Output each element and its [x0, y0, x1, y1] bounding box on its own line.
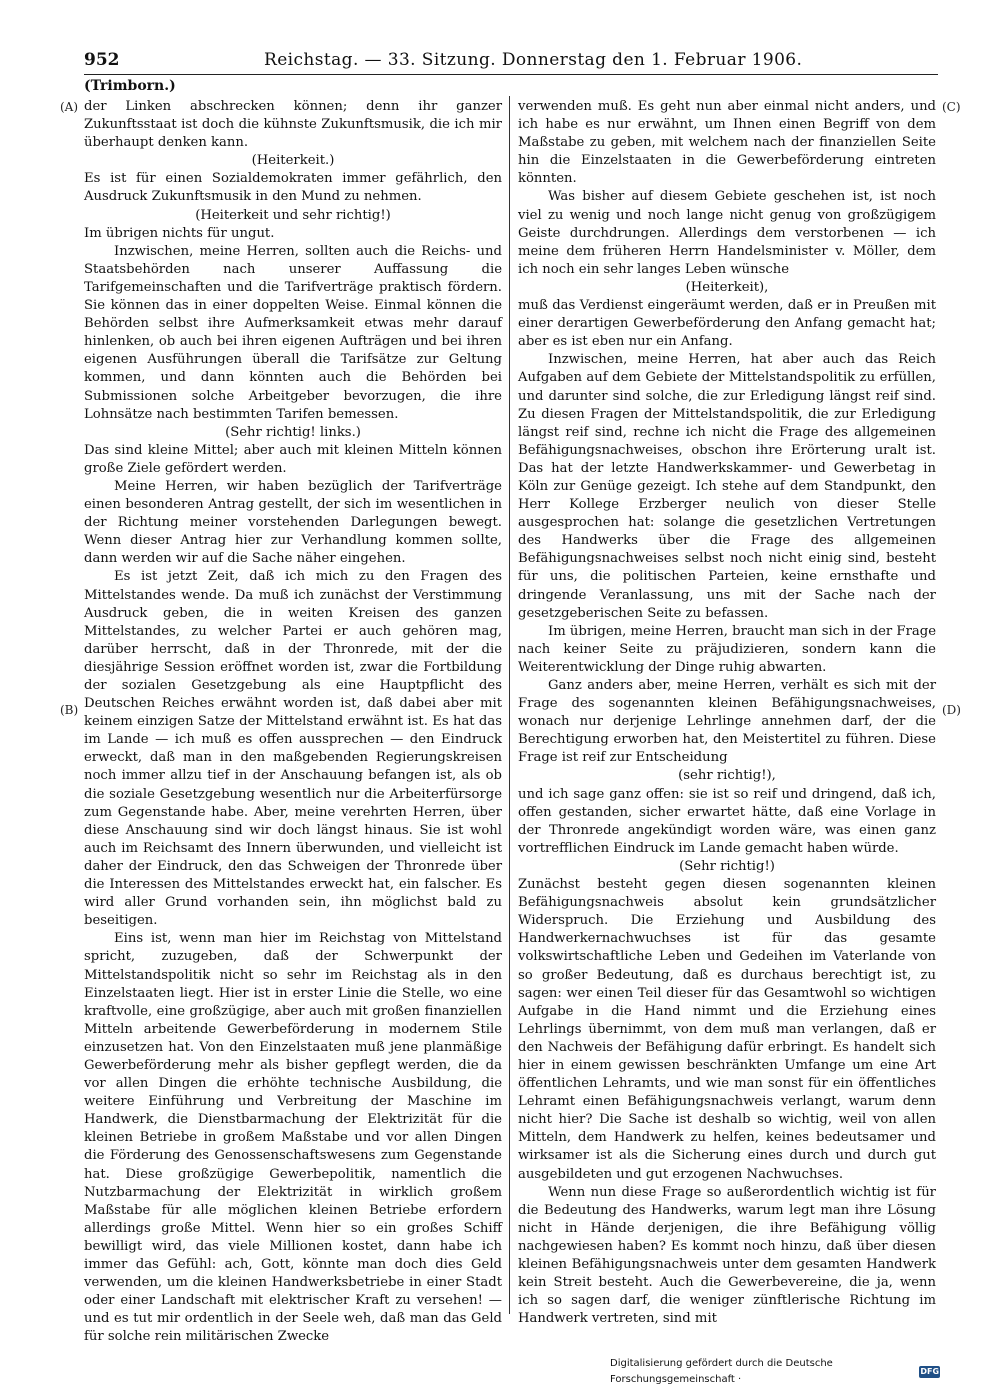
paragraph: Im übrigen, meine Herren, braucht man sich in der Frage nach keiner Seite zu präjudizieren, sondern kann die Weiterentwicklung der Dinge ruhig abwarten. — [518, 623, 936, 675]
footer-note — [610, 1358, 940, 1385]
interjection: (Heiterkeit.) — [251, 153, 335, 169]
dfg-logo: DFG — [920, 1367, 940, 1376]
paragraph: verwenden muß. Es geht nun aber einmal nicht anders, und ich habe es nur erwähnt, um Ihnen einen Begriff von dem Maßstabe zu geben, mit welchem nach der finanziellen Seite hin die Einzelstaaten in die Gewerbeförderung eintreten könnten. — [518, 99, 936, 187]
right-column — [518, 98, 936, 1328]
column-divider — [509, 96, 510, 1314]
footer-text: Digitalisierung gefördert durch die Deutsche Forschungsgemeinschaft · — [610, 1358, 833, 1385]
paragraph: Was bisher auf diesem Gebiete geschehen ist, ist noch viel zu wenig und noch lange nicht genug von großzügigem Geiste durchdrungen. Allerdings dem verstorbenen — ich meine dem früheren Herrn Handelsminister v. Möller, dem ich noch ein sehr langes Leben wünsche — [518, 189, 936, 277]
speaker-tag: (Trimborn.) — [84, 78, 176, 94]
interjection: (Heiterkeit und sehr richtig!) — [195, 207, 391, 223]
running-title: Reichstag. — 33. Sitzung. Donnerstag den 1. Februar 1906. — [264, 50, 803, 70]
interjection: (Sehr richtig!) — [679, 858, 775, 874]
left-column — [84, 98, 502, 1346]
paragraph: Eins ist, wenn man hier im Reichstag von Mittelstand spricht, zuzugeben, daß der Schwerpunkt der Mittelstandspolitik nicht so sehr im Reichstag als in den Einzelstaaten liegt. Hier ist in erster Linie die Stelle, wo eine kraftvolle, eine großzügige, aber auch mit großen finanziellen Mitteln arbeitende Gewerbeförderung in modernem Stile einzusetzen hat. Von den Einzelstaaten muß jene planmäßige Gewerbeförderung mehr als bisher gepflegt werden, die da vor allen Dingen die erhöhte technische Ausbildung, die weitere Einführung und Verbreitung der Maschine im Handwerk, die Dienstbarmachung der Elektrizität für die kleinen Betriebe in großem Maßstabe und vor allen Dingen die Förderung des Genossenschaftswesens zum Gegenstande hat. Diese großzügige Gewerbepolitik, namentlich die Nutzbarmachung der Elektrizität in wirklich großem Maßstabe für alle möglichen kleinen Betriebe erfordern allerdings große Mittel. Wenn hier so ein großes Schiff bewilligt wird, das viele Millionen kostet, dann habe ich immer das Gefühl: ach, Gott, könnte man doch dies Geld verwenden, um die kleinen Handwerksbetriebe in einer Stadt oder einer Landschaft mit elektrischer Kraft zu versehen! — und es tut mir ordentlich in der Seele weh, daß man das Geld für solche rein militärischen Zwecke — [84, 931, 502, 1345]
paragraph: Inzwischen, meine Herren, sollten auch die Reichs- und Staatsbehörden nach unserer Auffassung die Tarifgemeinschaften und die Tarifverträge praktisch fördern. Sie können das in einer doppelten Weise. Einmal können die Behörden selbst ihre Aufmerksamkeit etwas mehr darauf hinlenken, ob auch bei ihren eigenen Aufträgen und bei ihren eigenen Ausführungen überall die Tarifsätze zur Geltung kommen, und dann könnten auch die Behörden bei Submissionen solche Arbeitgeber bevorzugen, die ihre Lohnsätze nach bestimmten Tarifen bemessen. — [84, 243, 502, 422]
paragraph: der Linken abschrecken können; denn ihr ganzer Zukunftsstaat ist doch die kühnste Zukunftsmusik, die ich mir überhaupt denken kann. — [84, 99, 502, 151]
paragraph: Meine Herren, wir haben bezüglich der Tarifverträge einen besonderen Antrag gestellt, der sich im wesentlichen in der Richtung meiner vorstehenden Darlegungen bewegt. Wenn dieser Antrag hier zur Verhandlung kommen sollte, dann werden wir auf die Sache näher eingehen. — [84, 478, 502, 567]
interjection: (Sehr richtig! links.) — [225, 424, 361, 440]
paragraph: Zunächst besteht gegen diesen sogenannten kleinen Befähigungsnachweis absolut kein grundsätzlicher Widerspruch. Die Erziehung und Ausbildung des Handwerkernachwuchses ist für das gesamte volkswirtschaftliche Leben und Gedeihen im Vaterlande von so großer Bedeutung, daß es durchaus berechtigt ist, zu sagen: wer einen Teil dieser für das Gesamtwohl so wichtigen Aufgabe in die Hand nimmt und die Erziehung eines Lehrlings übernimmt, von dem muß man verlangen, daß er den Nachweis der Befähigung dafür erbringt. Es handelt sich hier in einem gewissen beschränkten Umfange um eine Art öffentlichen Lehramts, und wie man sonst für ein öffentliches Lehramt einen Befähigungsnachweis verlangt, warum denn nicht hier? Die Sache ist deshalb so wichtig, weil von allen Mitteln, dem Handwerk zu helfen, keines bedeutsamer und wirksamer ist als die Sicherung eines durch und durch gut ausgebildeten und gut erzogenen Nachwuchses. — [518, 877, 936, 1182]
page-header — [84, 46, 938, 75]
paragraph: Es ist jetzt Zeit, daß ich mich zu den Fragen des Mittelstandes wende. Da muß ich zunächst der Verstimmung Ausdruck geben, die in weiten Kreisen des ganzen Mittelstandes, zu welcher Partei er auch gehören mag, darüber herrscht, daß in der Thronrede, mit der die diesjährige Session eröffnet worden ist, zwar die Fortbildung der sozialen Gesetzgebung als eine Hauptpflicht des Deutschen Reiches erwähnt worden ist, daß dabei aber mit keinem einzigen Satze der Mittelstand erwähnt ist. Es hat das im Lande — ich muß es offen aussprechen — den Eindruck erweckt, daß man in den maßgebenden Regierungskreisen noch immer allzu tief in der Anschauung befangen ist, als ob die soziale Gesetzgebung wesentlich nur die Arbeiterfürsorge zum Gegenstande habe. Aber, meine verehrten Herren, über diese Anschauung sind wir doch längst hinaus. Sie ist wohl auch im Reichsamt des Innern überwunden, und vielleicht ist daher der Eindruck, den das Schweigen der Thronrede über die Interessen des Mittelstandes erweckt hat, ein falscher. Es wird aller Grund vorhanden sein, ihn möglichst bald zu beseitigen. — [84, 569, 502, 929]
paragraph: Das sind kleine Mittel; aber auch mit kleinen Mitteln können große Ziele gefördert werden. — [84, 442, 502, 476]
interjection: (Heiterkeit), — [685, 279, 769, 295]
paragraph: Es ist für einen Sozialdemokraten immer gefährlich, den Ausdruck Zukunftsmusik in den Mund zu nehmen. — [84, 171, 502, 205]
margin-mark-c: (C) — [942, 100, 961, 114]
margin-mark-a: (A) — [60, 100, 79, 114]
interjection: (sehr richtig!), — [678, 768, 776, 784]
paragraph: Ganz anders aber, meine Herren, verhält es sich mit der Frage des sogenannten kleinen Befähigungsnachweises, wonach nur derjenige Lehrlinge annehmen darf, der die Berechtigung erworben hat, den Meistertitel zu führen. Diese Frage ist reif zur Entscheidung — [518, 678, 936, 766]
margin-mark-d: (D) — [942, 703, 961, 717]
paragraph: muß das Verdienst eingeräumt werden, daß er in Preußen mit einer derartigen Gewerbeförderung den Anfang gemacht hat; aber es ist eben nur ein Anfang. — [518, 298, 936, 350]
page-number: 952 — [84, 50, 120, 70]
paragraph: Wenn nun diese Frage so außerordentlich wichtig ist für die Bedeutung des Handwerks, warum legt man ihre Lösung nicht in Hände derjenigen, die ihre Befähigung völlig nachgewiesen haben? Es kommt noch hinzu, daß über diesen kleinen Befähigungsnachweis unter dem gesamten Handwerk kein Streit besteht. Auch die Gewerbevereine, die ja, wenn ich so sagen darf, die weniger zünftlerische Richtung im Handwerk vertreten, sind mit — [518, 1184, 936, 1327]
margin-mark-b: (B) — [60, 703, 79, 717]
paragraph: Inzwischen, meine Herren, hat aber auch das Reich Aufgaben auf dem Gebiete der Mittelstandspolitik zu erfüllen, und darunter sind solche, die zur Erledigung längst reif sind. Zu diesen Fragen der Mittelstandspolitik, die zur Erledigung längst reif sind, rechne ich nicht die Frage des allgemeinen Befähigungsnachweises, obschon ihre Erörterung uralt ist. Das hat der letzte Handwerkskammer- und Gewerbetag in Köln zur Genüge gezeigt. Ich stehe auf dem Standpunkt, den Herr Kollege Erzberger neulich von dieser Stelle ausgesprochen hat: solange die gesetzlichen Vertretungen des Handwerks über die Frage des allgemeinen Befähigungsnachweises selbst noch nicht einig sind, besteht für uns, die politischen Parteien, keine ernsthafte und dringende Veranlassung, uns mit der Sache nach der gesetzgeberischen Seite zu befassen. — [518, 352, 936, 621]
paragraph: Im übrigen nichts für ungut. — [84, 225, 275, 241]
paragraph: und ich sage ganz offen: sie ist so reif und dringend, daß ich, offen gestanden, sicher erwartet hätte, daß eine Vorlage in der Thronrede angekündigt worden wäre, was einen ganz vortrefflichen Eindruck im Lande gemacht haben würde. — [518, 786, 936, 856]
